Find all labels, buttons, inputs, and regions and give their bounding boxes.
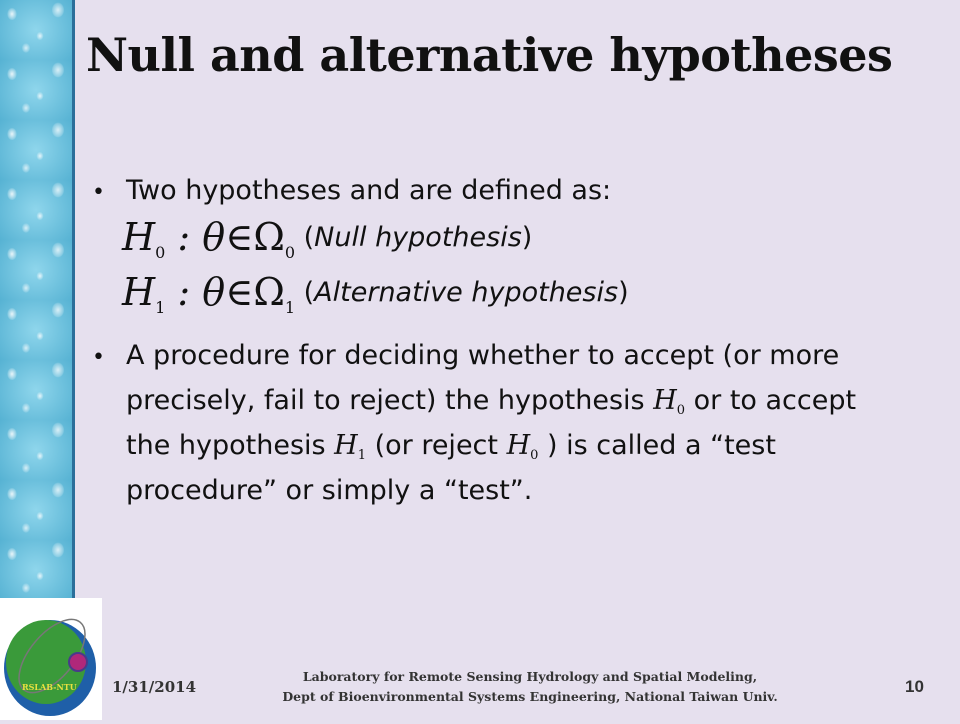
element-of-symbol: ∈ [225, 270, 254, 314]
h0-inline-symbol: $H_0$ [653, 385, 686, 418]
alternative-hypothesis-line: $H_1$ : $\theta\in\Omega_1$ (Alternative hypothesis) [122, 270, 629, 317]
alternative-hypothesis-label: Alternative hypothesis [314, 277, 619, 308]
bullet-text-2-line-4: procedure” or simply a “test”. [126, 475, 533, 506]
omega-symbol: $\Omega_0$ [253, 215, 296, 262]
slide-title: Null and alternative hypotheses [86, 28, 893, 82]
rslab-logo [0, 598, 102, 720]
bullet-icon: • [92, 345, 105, 370]
logo-text: RSLAB-NTU [22, 682, 77, 692]
theta-symbol: θ [202, 270, 226, 314]
omega-symbol: $\Omega_1$ [253, 270, 296, 317]
h1-inline-symbol: $H_1$ [334, 430, 366, 463]
bullet-text-2-line-2: precisely, fail to reject) the hypothesis $H_0$ or to accept [126, 385, 857, 418]
bullet-icon: • [92, 180, 105, 205]
null-hypothesis-line: $H_0$ : $\theta\in\Omega_0$ (Null hypothesis) [122, 215, 533, 262]
footer-lab-name: Laboratory for Remote Sensing Hydrology and Spatial Modeling, Dept of Bioenvironmental Systems Engineering, National Taiwan Univ. [282, 669, 778, 704]
bullet-text-2-line-1: A procedure for deciding whether to accept (or more [126, 340, 840, 371]
h0-inline-symbol: $H_0$ [506, 430, 539, 463]
footer-date: 1/31/2014 [112, 678, 197, 696]
h0-symbol: $H_0$ [122, 215, 166, 262]
strip-border [72, 0, 75, 600]
page-number: 10 [905, 677, 924, 696]
null-hypothesis-label: Null hypothesis [314, 222, 522, 253]
bullet-text-2-line-3: the hypothesis $H_1$ (or reject $H_0$ ) is called a “test [126, 430, 776, 463]
h1-symbol: $H_1$ [122, 270, 166, 317]
element-of-symbol: ∈ [225, 215, 254, 259]
bullet-text-1: Two hypotheses and are defined as: [126, 175, 612, 206]
theta-symbol: θ [202, 215, 226, 259]
logo-graphic [0, 598, 102, 720]
water-texture-strip [0, 0, 72, 600]
